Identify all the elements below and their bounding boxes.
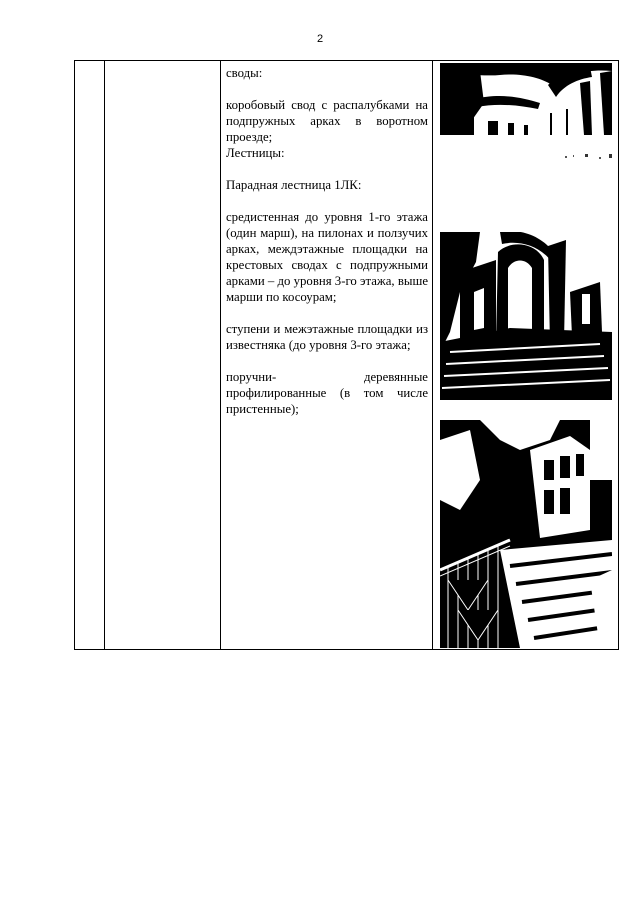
photo-staircase-arches xyxy=(440,232,612,400)
column-divider xyxy=(220,61,221,649)
page-number: 2 xyxy=(316,33,324,45)
paragraph-box-vault: коробовый свод с распалубками на подпружных арках в воротном проезде; xyxy=(226,98,428,144)
paragraph-handrails: поручни- деревянные профилированные (в том числе пристенные); xyxy=(226,370,428,416)
photo-vaulted-passage xyxy=(440,63,612,135)
paragraph-staircase-structure: средистенная до уровня 1-го этажа (один марш), на пилонах и ползучих арках, междэтажные площадки на крестовых сводах с подпружными арками – до уровня 3-го этажа, выше марши по косоурам; xyxy=(226,210,429,304)
photo-staircase-railing xyxy=(440,420,612,648)
description-cell xyxy=(226,65,428,417)
column-divider xyxy=(432,61,433,649)
column-divider xyxy=(104,61,105,649)
scan-specks xyxy=(565,152,615,160)
paragraph-steps-material: ступени и межэтажные площадки из известняка (до уровня 3-го этажа; xyxy=(226,322,428,352)
paragraph-main-staircase: Парадная лестница 1ЛК: xyxy=(226,178,362,192)
paragraph-vaults-heading: своды: xyxy=(226,66,263,80)
paragraph-stairs-heading: Лестницы: xyxy=(226,146,285,160)
